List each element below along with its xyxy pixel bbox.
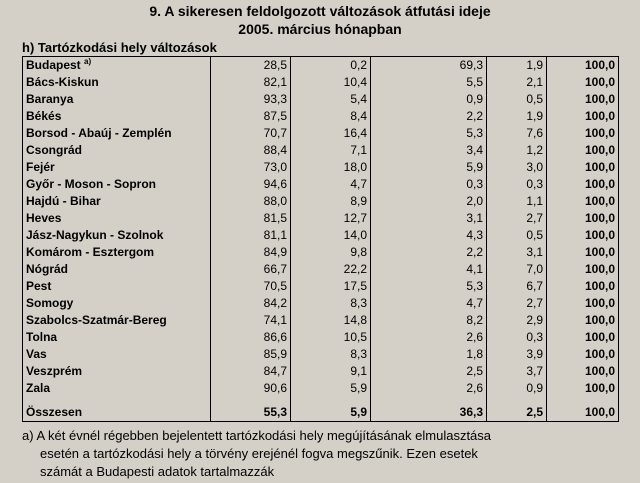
total-cell: 100,0 — [547, 363, 619, 380]
county-name — [23, 159, 211, 176]
table-row — [23, 210, 619, 227]
footnote — [22, 427, 622, 481]
county-label: Nógrád — [26, 262, 68, 276]
table-row — [23, 176, 619, 193]
county-name — [23, 380, 211, 397]
county-name — [23, 312, 211, 329]
value-cell-c1: 90,6 — [211, 380, 291, 397]
county-label: Pest — [26, 279, 52, 293]
value-cell-c1: 81,5 — [211, 210, 291, 227]
value-cell-c3: 0,9 — [371, 91, 487, 108]
total-cell: 100,0 — [547, 295, 619, 312]
county-label: Összesen — [26, 405, 83, 419]
county-name — [23, 193, 211, 210]
value-cell-c3: 2,2 — [371, 108, 487, 125]
value-cell-c1: 81,1 — [211, 227, 291, 244]
county-name — [23, 404, 211, 422]
value-cell-c4: 2,9 — [487, 312, 547, 329]
value-cell-c3: 4,1 — [371, 261, 487, 278]
value-cell-c3: 8,2 — [371, 312, 487, 329]
county-name — [23, 295, 211, 312]
value-cell-c3: 2,2 — [371, 244, 487, 261]
value-cell-c1: 85,9 — [211, 346, 291, 363]
value-cell-c2: 8,3 — [291, 295, 371, 312]
value-cell-c1: 94,6 — [211, 176, 291, 193]
value-cell-c1: 84,7 — [211, 363, 291, 380]
value-cell-c2: 18,0 — [291, 159, 371, 176]
total-cell: 100,0 — [547, 142, 619, 159]
table-row — [23, 329, 619, 346]
value-cell-c4: 0,5 — [487, 227, 547, 244]
value-cell-c1: 86,6 — [211, 329, 291, 346]
value-cell-c2: 22,2 — [291, 261, 371, 278]
value-cell-c2: 4,7 — [291, 176, 371, 193]
value-cell-c2: 8,3 — [291, 346, 371, 363]
value-cell-c3: 4,7 — [371, 295, 487, 312]
county-label: Heves — [26, 211, 62, 225]
value-cell-c3: 5,3 — [371, 125, 487, 142]
total-cell: 100,0 — [547, 404, 619, 422]
total-cell: 100,0 — [547, 227, 619, 244]
value-cell-c2: 0,2 — [291, 57, 371, 75]
county-label: Győr - Moson - Sopron — [26, 177, 156, 191]
value-cell-c3: 5,9 — [371, 159, 487, 176]
footnote-line: esetén a tartózkodási hely a törvény erejénél fogva megszűnik. Ezen esetek — [40, 446, 478, 461]
county-name — [23, 278, 211, 295]
county-name — [23, 329, 211, 346]
county-label: Fejér — [26, 160, 55, 174]
value-cell-c4: 1,9 — [487, 57, 547, 75]
total-cell: 100,0 — [547, 108, 619, 125]
total-cell: 100,0 — [547, 244, 619, 261]
county-label: Jász-Nagykun - Szolnok — [26, 228, 164, 242]
table-title: 9. A sikeresen feldolgozott változások átfutási ideje — [149, 3, 491, 19]
county-label: Veszprém — [26, 364, 83, 378]
table-row — [23, 244, 619, 261]
value-cell-c4: 0,9 — [487, 380, 547, 397]
value-cell-c1: 87,5 — [211, 108, 291, 125]
county-label: Bács-Kiskun — [26, 75, 99, 89]
value-cell-c4: 2,5 — [487, 404, 547, 422]
county-label: Komárom - Esztergom — [26, 245, 155, 259]
total-cell: 100,0 — [547, 329, 619, 346]
spacer-cell — [211, 397, 291, 404]
county-name — [23, 363, 211, 380]
county-name — [23, 244, 211, 261]
table-period: 2005. március hónapban — [238, 21, 402, 37]
value-cell-c1: 84,2 — [211, 295, 291, 312]
value-cell-c4: 0,3 — [487, 329, 547, 346]
total-cell: 100,0 — [547, 91, 619, 108]
spacer-row — [23, 397, 619, 404]
county-name — [23, 91, 211, 108]
total-cell: 100,0 — [547, 159, 619, 176]
value-cell-c2: 17,5 — [291, 278, 371, 295]
table-row — [23, 108, 619, 125]
value-cell-c2: 10,4 — [291, 74, 371, 91]
value-cell-c2: 10,5 — [291, 329, 371, 346]
value-cell-c4: 7,6 — [487, 125, 547, 142]
footnote-marker: a) — [84, 57, 92, 66]
value-cell-c4: 2,1 — [487, 74, 547, 91]
table-row — [23, 91, 619, 108]
value-cell-c1: 88,0 — [211, 193, 291, 210]
value-cell-c4: 1,1 — [487, 193, 547, 210]
value-cell-c2: 8,9 — [291, 193, 371, 210]
county-name — [23, 227, 211, 244]
spacer-cell — [487, 397, 547, 404]
value-cell-c3: 3,4 — [371, 142, 487, 159]
value-cell-c3: 2,0 — [371, 193, 487, 210]
value-cell-c1: 93,3 — [211, 91, 291, 108]
table-row — [23, 159, 619, 176]
county-name — [23, 210, 211, 227]
value-cell-c1: 82,1 — [211, 74, 291, 91]
table-row — [23, 312, 619, 329]
value-cell-c1: 88,4 — [211, 142, 291, 159]
table-row — [23, 363, 619, 380]
value-cell-c3: 1,8 — [371, 346, 487, 363]
county-name — [23, 176, 211, 193]
total-row — [23, 404, 619, 422]
county-label: Baranya — [26, 92, 74, 106]
value-cell-c2: 5,4 — [291, 91, 371, 108]
value-cell-c1: 74,1 — [211, 312, 291, 329]
value-cell-c4: 6,7 — [487, 278, 547, 295]
footnote-line: számát a Budapesti adatok tartalmazzák — [40, 464, 275, 479]
county-label: Zala — [26, 381, 51, 395]
table-row — [23, 227, 619, 244]
total-cell: 100,0 — [547, 57, 619, 75]
county-label: Hajdú - Bihar — [26, 194, 101, 208]
county-label: Békés — [26, 109, 62, 123]
county-name — [23, 74, 211, 91]
value-cell-c2: 8,4 — [291, 108, 371, 125]
value-cell-c3: 5,3 — [371, 278, 487, 295]
table-row — [23, 278, 619, 295]
table-row — [23, 346, 619, 363]
table-row — [23, 380, 619, 397]
table-subtitle: h) Tartózkodási hely változások — [22, 40, 217, 55]
value-cell-c2: 7,1 — [291, 142, 371, 159]
total-cell: 100,0 — [547, 193, 619, 210]
value-cell-c4: 3,0 — [487, 159, 547, 176]
value-cell-c4: 3,9 — [487, 346, 547, 363]
value-cell-c3: 0,3 — [371, 176, 487, 193]
total-cell: 100,0 — [547, 176, 619, 193]
county-label: Csongrád — [26, 143, 83, 157]
value-cell-c4: 2,7 — [487, 295, 547, 312]
value-cell-c2: 9,1 — [291, 363, 371, 380]
county-label: Borsod - Abaúj - Zemplén — [26, 126, 172, 140]
table-row — [23, 261, 619, 278]
value-cell-c4: 1,9 — [487, 108, 547, 125]
value-cell-c1: 73,0 — [211, 159, 291, 176]
value-cell-c1: 55,3 — [211, 404, 291, 422]
spacer-cell — [371, 397, 487, 404]
value-cell-c4: 0,3 — [487, 176, 547, 193]
table-row — [23, 125, 619, 142]
county-name — [23, 346, 211, 363]
value-cell-c4: 2,7 — [487, 210, 547, 227]
table-row — [23, 74, 619, 91]
county-name — [23, 142, 211, 159]
data-table — [22, 56, 619, 422]
spacer-cell — [547, 397, 619, 404]
total-cell: 100,0 — [547, 125, 619, 142]
value-cell-c3: 2,5 — [371, 363, 487, 380]
value-cell-c1: 28,5 — [211, 57, 291, 75]
value-cell-c2: 12,7 — [291, 210, 371, 227]
footnote-line: a) A két évnél régebben bejelentett tartózkodási hely megújításának elmulasztása — [22, 428, 492, 443]
county-name — [23, 125, 211, 142]
value-cell-c2: 14,8 — [291, 312, 371, 329]
total-cell: 100,0 — [547, 346, 619, 363]
total-cell: 100,0 — [547, 74, 619, 91]
total-cell: 100,0 — [547, 278, 619, 295]
value-cell-c3: 36,3 — [371, 404, 487, 422]
value-cell-c2: 5,9 — [291, 404, 371, 422]
value-cell-c2: 14,0 — [291, 227, 371, 244]
county-label: Szabolcs-Szatmár-Bereg — [26, 313, 167, 327]
county-label: Tolna — [26, 330, 58, 344]
value-cell-c2: 16,4 — [291, 125, 371, 142]
county-label: Budapest — [26, 58, 81, 72]
value-cell-c3: 69,3 — [371, 57, 487, 75]
county-name — [23, 108, 211, 125]
value-cell-c2: 5,9 — [291, 380, 371, 397]
value-cell-c3: 3,1 — [371, 210, 487, 227]
county-label: Vas — [26, 347, 47, 361]
county-label: Somogy — [26, 296, 74, 310]
value-cell-c3: 5,5 — [371, 74, 487, 91]
value-cell-c3: 4,3 — [371, 227, 487, 244]
county-name — [23, 57, 211, 75]
table-row — [23, 295, 619, 312]
county-name — [23, 261, 211, 278]
spacer-cell — [23, 397, 211, 404]
value-cell-c3: 2,6 — [371, 380, 487, 397]
value-cell-c2: 9,8 — [291, 244, 371, 261]
total-cell: 100,0 — [547, 380, 619, 397]
table-row — [23, 57, 619, 75]
value-cell-c1: 70,7 — [211, 125, 291, 142]
table-row — [23, 142, 619, 159]
value-cell-c4: 7,0 — [487, 261, 547, 278]
value-cell-c1: 70,5 — [211, 278, 291, 295]
spacer-cell — [291, 397, 371, 404]
total-cell: 100,0 — [547, 210, 619, 227]
total-cell: 100,0 — [547, 312, 619, 329]
value-cell-c4: 3,1 — [487, 244, 547, 261]
total-cell: 100,0 — [547, 261, 619, 278]
value-cell-c1: 84,9 — [211, 244, 291, 261]
value-cell-c1: 66,7 — [211, 261, 291, 278]
value-cell-c4: 3,7 — [487, 363, 547, 380]
value-cell-c3: 2,6 — [371, 329, 487, 346]
value-cell-c4: 1,2 — [487, 142, 547, 159]
table-row — [23, 193, 619, 210]
value-cell-c4: 0,5 — [487, 91, 547, 108]
